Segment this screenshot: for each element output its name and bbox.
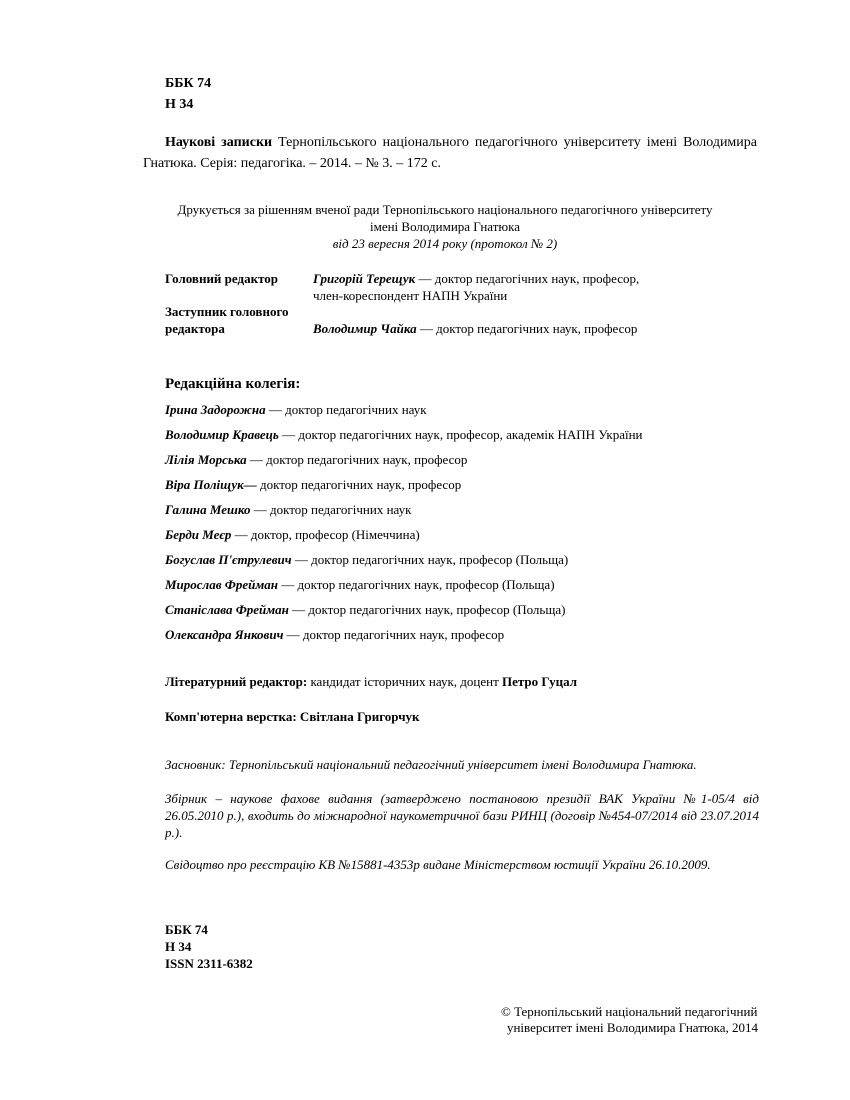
copyright-line-2: університет імені Володимира Гнатюка, 2014: [506, 1020, 758, 1035]
member-name: Галина Мешко: [165, 502, 251, 517]
chief-editor-name: Григорій Терещук: [313, 271, 416, 286]
copyright-block: [501, 1004, 758, 1036]
deputy-editor-label-2: редактора: [165, 321, 225, 336]
decision-line-1: Друкується за рішенням вченої ради Тернопільського національного педагогічного університету: [177, 202, 713, 217]
member-name: Олександра Янкович: [165, 627, 284, 642]
board-member: [165, 527, 643, 552]
member-name: Богуслав П'єтрулевич: [165, 552, 292, 567]
layout-editor: Комп'ютерна верстка: Світлана Григорчук: [165, 709, 420, 724]
certificate-note: Свідоцтво про реєстрацію КВ №15881-4353р видане Міністерством юстиції України 26.10.2009.: [165, 857, 711, 872]
board-member: [165, 577, 643, 602]
member-name: Станіслава Фрейман: [165, 602, 289, 617]
board-member: [165, 427, 643, 452]
board-members-list: [165, 402, 643, 652]
member-desc: — доктор педагогічних наук, професор, академік НАПН України: [278, 427, 643, 442]
deputy-editor-name: Володимир Чайка: [313, 321, 417, 336]
collection-note: Збірник – наукове фахове видання (затверджено постановою президії ВАК України №1-05/4 від 26.05.2010 р.), входить до міжнародної наукометричної бази РИНЦ (договір №454-07/2014 від 23.07.2014 р.).: [165, 791, 759, 840]
bbk-code-top: ББК 74: [165, 76, 212, 91]
member-desc: доктор педагогічних наук, професор: [256, 477, 462, 492]
title-rest: Тернопільського національного педагогічного університету імені Володимира Гнатюка. Серія: педагогіка. – 2014. – № 3. – 172 с.: [143, 135, 757, 171]
member-name: Володимир Кравець: [165, 427, 279, 442]
board-member: [165, 402, 643, 427]
chief-editor-entry: [313, 271, 639, 287]
member-name: Лілія Морська: [165, 452, 247, 467]
deputy-editor-label-1: Заступник головного: [165, 304, 289, 319]
literary-editor-label: Літературний редактор:: [165, 674, 308, 689]
board-member: [165, 502, 643, 527]
publication-decision: [100, 201, 790, 252]
deputy-editor-desc: — доктор педагогічних наук, професор: [416, 321, 638, 336]
board-heading: Редакційна колегія:: [165, 376, 301, 392]
decision-line-2: імені Володимира Гнатюка: [369, 219, 520, 234]
board-member: [165, 477, 643, 502]
board-member: [165, 452, 643, 477]
member-name: Ірина Задорожна: [165, 402, 266, 417]
member-name: Мирослав Фрейман: [165, 577, 278, 592]
decision-line-3: від 23 вересня 2014 року (протокол № 2): [332, 236, 558, 251]
member-desc: — доктор педагогічних наук, професор: [246, 452, 468, 467]
board-member: [165, 627, 643, 652]
founder-note: Засновник: Тернопільський національний педагогічний університет імені Володимира Гнатюка.: [165, 757, 697, 772]
bibliographic-title: [143, 132, 757, 174]
member-name: Віра Поліщук—: [165, 477, 257, 492]
literary-editor: [165, 674, 577, 690]
bbk-code-bottom: ББК 74: [165, 922, 208, 937]
board-member: [165, 552, 643, 577]
literary-editor-name: Петро Гуцал: [502, 674, 578, 689]
title-bold: Наукові записки: [165, 135, 273, 150]
board-member: [165, 602, 643, 627]
member-desc: — доктор педагогічних наук: [265, 402, 427, 417]
deputy-editor-entry: [313, 321, 637, 337]
member-desc: — доктор педагогічних наук, професор (Польща): [288, 602, 566, 617]
member-desc: — доктор педагогічних наук, професор (Польща): [277, 577, 555, 592]
author-sign-bottom: Н 34: [165, 939, 192, 954]
member-name: Берди Меєр: [165, 527, 232, 542]
member-desc: — доктор педагогічних наук, професор: [283, 627, 505, 642]
chief-editor-desc-2: член-кореспондент НАПН України: [313, 288, 508, 303]
issn-code: ISSN 2311-6382: [165, 956, 253, 971]
literary-editor-desc: кандидат історичних наук, доцент: [307, 674, 502, 689]
member-desc: — доктор, професор (Німеччина): [231, 527, 420, 542]
copyright-line-1: © Тернопільський національний педагогічний: [500, 1004, 758, 1019]
member-desc: — доктор педагогічних наук: [250, 502, 412, 517]
chief-editor-desc: — доктор педагогічних наук, професор,: [415, 271, 640, 286]
author-sign-top: Н 34: [165, 97, 194, 112]
chief-editor-label: Головний редактор: [165, 271, 279, 286]
member-desc: — доктор педагогічних наук, професор (Польща): [291, 552, 569, 567]
